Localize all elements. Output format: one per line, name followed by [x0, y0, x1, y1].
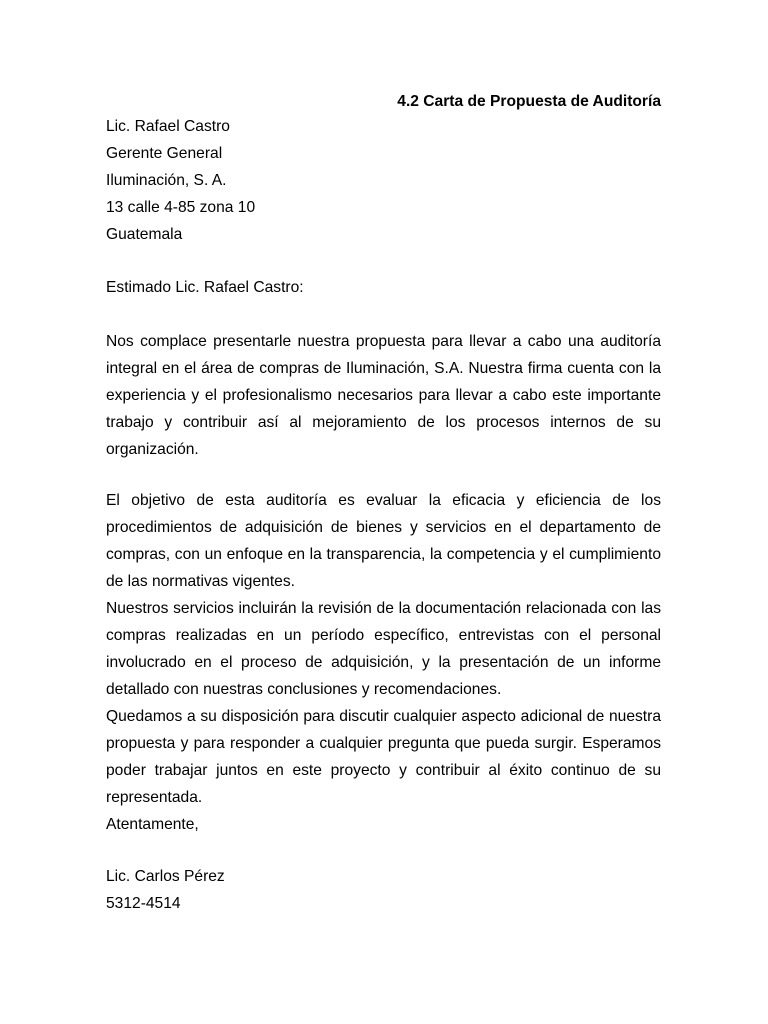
recipient-name: Lic. Rafael Castro	[106, 118, 230, 135]
body-paragraph: Nos complace presentarle nuestra propuesta para llevar a cabo una auditoría integral en el área de compras de Iluminación, S.A. Nuestra firma cuenta con la experiencia y el profesionalismo necesarios para llevar a cabo este importante trabajo y contribuir así al mejoramiento de los procesos internos de su organización.	[106, 333, 661, 458]
recipient-address: 13 calle 4-85 zona 10	[106, 199, 256, 216]
body-paragraphs-block	[106, 487, 661, 838]
paragraph-1-block	[106, 328, 661, 463]
document-title: 4.2 Carta de Propuesta de Auditoría	[397, 93, 661, 110]
greeting: Estimado Lic. Rafael Castro:	[106, 279, 304, 296]
body-paragraph: El objetivo de esta auditoría es evaluar la eficacia y eficiencia de los procedimientos de adquisición de bienes y servicios en el departamento de compras, con un enfoque en la transparencia, la competencia y el cumplimiento de las normativas vigentes.	[106, 492, 661, 590]
recipient-position: Gerente General	[106, 145, 223, 162]
body-paragraph: Quedamos a su disposición para discutir cualquier aspecto adicional de nuestra propuesta y para responder a cualquier pregunta que pueda surgir. Esperamos poder trabajar juntos en este proyecto y contribuir al éxito continuo de su representada.	[106, 708, 661, 806]
signature-phone: 5312-4514	[106, 895, 181, 912]
greeting-block	[106, 274, 661, 301]
signature-block	[106, 863, 661, 917]
closing: Atentamente,	[106, 816, 199, 833]
recipient-company: Iluminación, S. A.	[106, 172, 227, 189]
recipient-block	[106, 113, 661, 248]
recipient-city: Guatemala	[106, 226, 183, 243]
body-paragraph: Nuestros servicios incluirán la revisión de la documentación relacionada con las compras realizadas en un período específico, entrevistas con el personal involucrado en el proceso de adquisición, y la presentación de un informe detallado con nuestras conclusiones y recomendaciones.	[106, 600, 661, 698]
signature-name: Lic. Carlos Pérez	[106, 868, 225, 885]
